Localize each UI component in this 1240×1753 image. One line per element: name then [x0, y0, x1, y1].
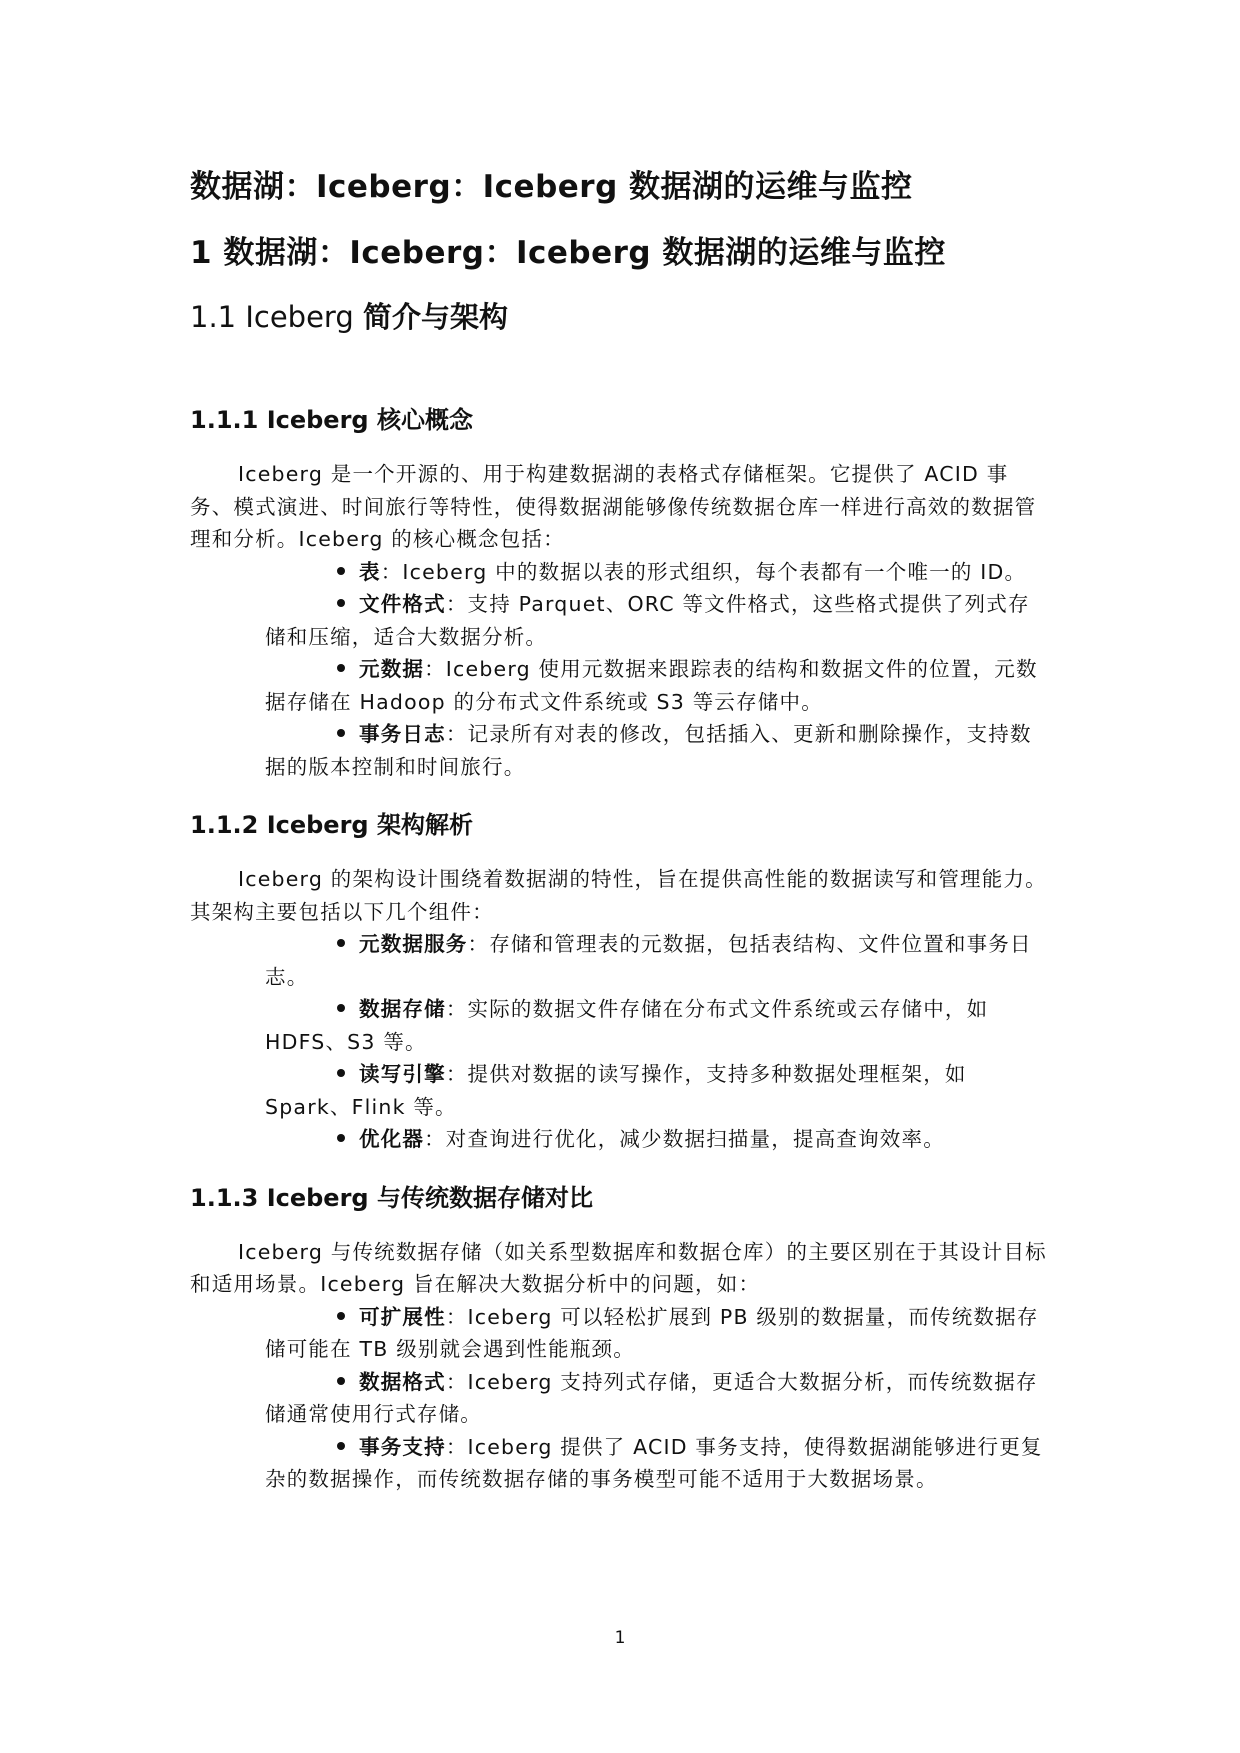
list-item-term: 数据格式	[359, 1369, 446, 1394]
list-item-text: ：支持 Parquet、ORC 等文件格式，这些格式提供了列式存储和压缩，适合大数据分析。	[265, 592, 1030, 649]
list-item	[265, 556, 1050, 589]
list-item-text: ：Iceberg 可以轻松扩展到 PB 级别的数据量，而传统数据存储可能在 TB 级别就会遇到性能瓶颈。	[265, 1304, 1039, 1361]
list-item	[265, 718, 1050, 783]
section-number: 1.1 Iceberg	[190, 300, 363, 334]
list-core-concepts	[190, 556, 1050, 784]
subsection-heading-2: 1.1.2 Iceberg 架构解析	[190, 811, 473, 839]
list-item-text: ：Iceberg 中的数据以表的形式组织，每个表都有一个唯一的 ID。	[380, 559, 1027, 584]
list-item-term: 读写引擎	[359, 1062, 446, 1086]
list-item	[265, 928, 1050, 993]
list-item	[265, 1366, 1050, 1431]
list-item-term: 元数据服务	[359, 932, 468, 956]
paragraph-comparison: Iceberg 与传统数据存储（如关系型数据库和数据仓库）的主要区别在于其设计目标和适用场景。Iceberg 旨在解决大数据分析中的问题，如：	[190, 1239, 1047, 1296]
list-item-text: ：Iceberg 使用元数据来跟踪表的结构和数据文件的位置，元数据存储在 Hadoop 的分布式文件系统或 S3 等云存储中。	[265, 657, 1038, 714]
bullet-icon	[337, 1004, 345, 1012]
list-item-term: 文件格式	[359, 592, 446, 616]
list-item	[265, 1301, 1050, 1366]
list-item-text: ：实际的数据文件存储在分布式文件系统或云存储中，如 HDFS、S3 等。	[265, 997, 989, 1054]
subsection-heading-1: 1.1.1 Iceberg 核心概念	[190, 406, 473, 434]
bullet-icon	[337, 1312, 345, 1320]
bullet-icon	[337, 664, 345, 672]
list-item-term: 数据存储	[359, 997, 446, 1021]
list-item-text: ：记录所有对表的修改，包括插入、更新和删除操作，支持数据的版本控制和时间旅行。	[265, 722, 1032, 779]
paragraph-architecture: Iceberg 的架构设计围绕着数据湖的特性，旨在提供高性能的数据读写和管理能力。其架构主要包括以下几个组件：	[190, 867, 1047, 924]
page-content	[190, 160, 1050, 1496]
list-comparison	[190, 1301, 1050, 1496]
subsection-heading-3: 1.1.3 Iceberg 与传统数据存储对比	[190, 1183, 593, 1212]
list-item-text: ：存储和管理表的元数据，包括表结构、文件位置和事务日志。	[265, 932, 1032, 989]
bullet-icon	[337, 1069, 345, 1077]
list-item-term: 优化器	[359, 1127, 425, 1151]
bullet-icon	[337, 599, 345, 607]
list-item	[265, 993, 1050, 1058]
list-item-term: 事务日志	[359, 722, 446, 746]
document-title: 数据湖：Iceberg：Iceberg 数据湖的运维与监控	[190, 169, 913, 205]
list-item	[265, 653, 1050, 718]
list-item-term: 元数据	[359, 657, 425, 681]
section-title	[190, 292, 1050, 342]
list-item-text: ：Iceberg 支持列式存储，更适合大数据分析，而传统数据存储通常使用行式存储。	[265, 1369, 1038, 1426]
list-item-term: 事务支持	[359, 1434, 446, 1459]
list-item-text: ：对查询进行优化，减少数据扫描量，提高查询效率。	[424, 1127, 945, 1151]
list-item	[265, 1123, 1050, 1156]
list-item	[265, 588, 1050, 653]
bullet-icon	[337, 1442, 345, 1450]
paragraph-core-concepts: Iceberg 是一个开源的、用于构建数据湖的表格式存储框架。它提供了 ACID 事务、模式演进、时间旅行等特性，使得数据湖能够像传统数据仓库一样进行高效的数据管理和分析。Iceberg 的核心概念包括：	[190, 462, 1037, 551]
list-item-term: 可扩展性	[359, 1304, 446, 1329]
bullet-icon	[337, 1377, 345, 1385]
list-item-text: ：提供对数据的读写操作，支持多种数据处理框架，如 Spark、Flink 等。	[265, 1062, 967, 1119]
bullet-icon	[337, 567, 345, 575]
list-item-text: ：Iceberg 提供了 ACID 事务支持，使得数据湖能够进行更复杂的数据操作，而传统数据存储的事务模型可能不适用于大数据场景。	[265, 1434, 1043, 1491]
chapter-title: 1 数据湖：Iceberg：Iceberg 数据湖的运维与监控	[190, 235, 946, 271]
list-item	[265, 1431, 1050, 1496]
page-number: 1	[614, 1628, 626, 1648]
bullet-icon	[337, 939, 345, 947]
bullet-icon	[337, 729, 345, 737]
list-item	[265, 1058, 1050, 1123]
section-title-text: 简介与架构	[362, 300, 508, 334]
list-item-term: 表	[359, 559, 381, 584]
bullet-icon	[337, 1134, 345, 1142]
list-architecture	[190, 928, 1050, 1156]
